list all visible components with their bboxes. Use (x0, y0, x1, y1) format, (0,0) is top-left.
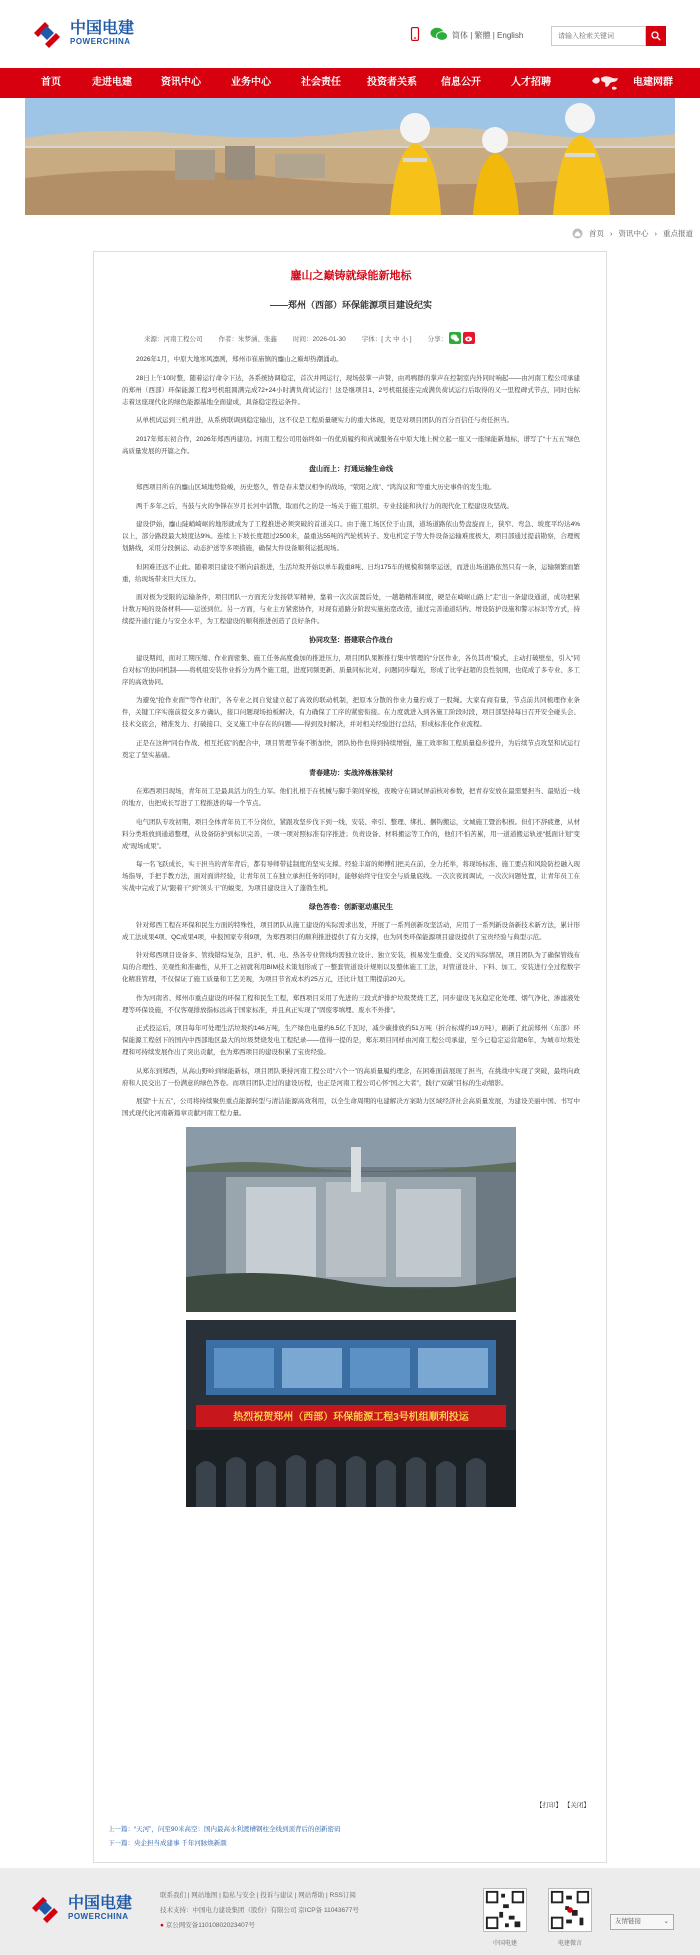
hero-banner (25, 98, 675, 215)
close-button[interactable]: 【关闭】 (563, 1802, 590, 1809)
prev-article-link[interactable]: 上一篇：“天河”，问至90米高空：国内最高水利渡槽钢柱全线到顶背后的创新密码 (108, 1826, 341, 1833)
powerchina-logo-icon (30, 18, 64, 48)
search-input[interactable] (551, 26, 646, 46)
home-icon (572, 228, 583, 239)
wechat-share-icon[interactable] (449, 332, 461, 344)
article-paragraph: 建设伊始，鏖山陡峭崎岖的地形就成为了工程推进必须突破的首道关口。由于施工场区位于山顶，道场道路依山势盘旋而上，狭窄、弯急、坡度平均达4%以上，部分路段最大坡度达9%。连续上下坡长度超过2500米，最重达55吨的汽轮机转子、发电机定子等大件设备运输难度极大，项目部通过提前勘察，合理规划路线，采用分段倒运、动态护送等多项措施，确保大件设备顺利运抵现场。 (122, 521, 580, 552)
section-heading: 青春建功：实战淬炼栋梁材 (309, 770, 393, 777)
qr1-label: 中国电建 (492, 1941, 517, 1947)
footer-links[interactable]: 联系我们 | 网站地图 | 隐私与安全 | 投诉与建议 | 网站帮助 | RSS订阅 (160, 1892, 356, 1899)
article-title: 鏖山之巅铸就绿能新地标 (290, 270, 412, 282)
article-paragraph: 正式投运后，项目每年可处理生活垃圾约146万吨，生产绿色电量约6.5亿千瓦时，减少碳排放约51万吨（折合标煤约19万吨），刷新了此前郑州（东部）环保能源工程创下的国内中西部地区最大的垃圾焚烧发电工程纪录——值得一提的是，郑东项目同样由河南工程公司承建，至今已稳定运营超6年，为城市垃圾处理和可持续发展作出了突出贡献，也为郑西项目的建设积累了宝贵经验。 (122, 1025, 580, 1056)
article-paragraph: 为避免“抢作业面”“等作业面”，各专业之间自觉建立起了高效的联动机制，把原本分散的作业力量拧成了一股绳。大家有商有量，节点前共同梳理作业条件，关键工序实施前提交多方确认，接口问题现场拍板解决，有力确保了工序的紧密衔接。在力度就进入到各施工阶段时段，项目部坚持每日召开安全碰头会、技术交底会，精准发力、打破接口、交叉施工中存在的问题——得到及时解决，并对相关经验进行总结，形成标准化作业流程。 (122, 697, 580, 728)
article-paragraph: 在郑西项目现场，青年员工是最具活力的生力军。他们扎根于在机械与脚手架间穿梭，夜晚守在调试屏前核对参数，把青春安放在最需要担当、最贴近一线的地方，也把成长写进了工程推进的每一个节点。 (122, 788, 580, 807)
meta-share: 分享： (427, 335, 448, 343)
main-nav (0, 68, 700, 98)
qr2-label: 电建微言 (557, 1941, 582, 1947)
article-paragraph: 2017年郑东初合作，2026年郑西再建功。河南工程公司用始终如一的优质履约和真诚服务在中原大地上树立起一座又一座绿能新地标，谱写了“十五五”绿色高质量发展的开篇之作。 (122, 435, 580, 455)
search-button[interactable] (646, 26, 666, 46)
article-body (122, 354, 580, 1515)
search-icon (651, 31, 661, 41)
power-plant-aerial-image (186, 1127, 516, 1312)
language-switch[interactable]: 简体 | 繁體 | English (452, 31, 524, 40)
chevron-down-icon: ⌄ (663, 1918, 669, 1925)
article-paragraph: 从郑东到郑西，从高山野岭到绿能新标，项目团队秉持河南工程公司“六个一”的高质量履约理念，在困难面前展现了担当，在挑战中实现了突破，最终向政府和人民交出了一份满意的绿色答卷。而项目团队走过的建设历程，也正是河南工程公司心怀“国之大者”，践行“双碳”目标的生动缩影。 (122, 1067, 580, 1087)
article-container (93, 251, 607, 1863)
article-paragraph: 电气团队专攻初期，项目全体青年员工不分岗位，紧跟攻坚步伐下到一线，安装、牵引、整理、绑扎、捆钩搬运，文城施工暨治积极。但们不辞疲惫，从材料分类堆放到通道整理，从设备防护到标识完善，一项一项对照标准有序推进；负责设备、材料搬运等工作的，他们不怕苦累，用一道道搬运轨迹“抵面计划”变成“现场成果”。 (122, 818, 580, 850)
wechat-icon[interactable] (430, 27, 448, 41)
print-links (536, 1800, 590, 1809)
friend-links-select[interactable]: 友情链接 ⌄ (610, 1914, 674, 1930)
brand-cn: 中国电建 (70, 19, 135, 37)
nav-item-network[interactable]: 电建网群 (633, 77, 673, 88)
article-paragraph: 正是在这种“同台作战、相互托底”的配合中，项目管理节奏不断加快，团队协作也得到持续增强，施工效率和工程质量稳步提升，为后续节点攻坚和试运行奠定了坚实基础。 (122, 739, 580, 759)
weibo-share-icon[interactable] (463, 332, 475, 344)
footer-brand-en: POWERCHINA (68, 1911, 129, 1921)
control-room-celebration-image (186, 1320, 516, 1507)
nav-item-investors[interactable]: 投资者关系 (367, 77, 417, 88)
section-heading: 盘山而上：打通运输生命线 (309, 466, 393, 473)
police-badge-icon: ● (160, 1922, 164, 1929)
footer (0, 1868, 700, 1955)
article-paragraph: 两千多年之后，当鼓与火的争锋在岁月长河中消散，取而代之的是一场关于施工组织、专业技能和执行力的现代化工程建设攻坚战。 (136, 502, 513, 510)
meta-source: 来源：河南工程公司 (144, 335, 203, 343)
top-header (0, 0, 700, 68)
article-paragraph: 28日上午10时整，随着运行命令下达，各系统协调稳定，首次并网运行，现场鼓掌一声赞，由鸡鸭群的掌声在控制室内外同时响起——由河南工程公司承建的郑州（西部）环保能源工程3号机组圆满完成72+24小时满负荷试运行！这是继项目1、2号机组接连完成满负荷试运行后取得的又一里程碑式节点，同时也标志着这座现代化的绿色能源基地全面建成，具备稳定投运条件。 (122, 374, 580, 406)
section-heading: 绿色答卷：创新驱动惠民生 (309, 903, 393, 911)
article-paragraph: 建设期间，面对工期压缩、作业面密集、施工任务高度叠加的推进压力，项目团队果断推行集中管理的“分区作业，各负其责”模式，主动打破壁垒，引入“同台对标”的协同机制——将机组安装作业拆分为两个施工组，进度同频更新、质量同标比对，问题同步曝光，形成了比学赶超的良性氛围，也促成了多专业、多工序的高效协同。 (122, 654, 580, 686)
breadcrumb-separator-icon: › (610, 229, 613, 238)
footer-text (160, 1888, 359, 1933)
breadcrumb-separator-icon: › (654, 229, 657, 238)
nav-item-disclosure[interactable]: 信息公开 (441, 77, 481, 88)
qr-code-icon (548, 1888, 592, 1932)
print-button[interactable]: 【打印】 (536, 1802, 562, 1809)
meta-font-size[interactable]: 字体：[ 大 中 小 ] (361, 335, 412, 343)
section-heading: 协同攻坚：搭建联合作战台 (309, 636, 393, 644)
article-paragraph: 针对郑西项目设备多、管线错综复杂，且护、机、电、热各专业管线均需独立设计、独立安装，极易发生重叠、交叉的实际情况，项目团队为了确保管线布局的合理性、美观性和准确性，从开工之初就利用BIM技术策划形成了一整套管道设计规则以及整体施工工法，对管道设计、下料、加工、安装进行全过程数字化精准管理，不仅保证了施工质量和工艺美观，为项目节省成本约25万元，还比计划工期提前20天。 (122, 952, 580, 983)
footer-police: ● 京公网安备11010802023407号 (160, 1922, 255, 1929)
footer-copyright: 技术支持：中国电力建设集团（股份）有限公司 京ICP备 11043677号 (160, 1907, 359, 1914)
next-article-link[interactable]: 下一篇：央企担当成建事 千年河脉焕新颜 (108, 1840, 227, 1847)
article-photo-control-room (186, 1320, 516, 1507)
article-meta (144, 332, 574, 344)
article-paragraph: 作为河南省、郑州市重点建设的环保工程和民生工程，郑西项目采用了先进的三段式炉排炉垃圾焚烧工艺，同步建设飞灰稳定化处理、烟气净化、渗滤液处理等环保设施，不仅客观排放指标远高于国家标准，并且真正实现了“固废零填埋、废水不外排”。 (122, 994, 580, 1014)
article-paragraph: 郑西项目所在的鏖山区域地势险峻，历史悠久，曾是春末楚汉相争的战场，“荥阳之战”、“鸿沟议和”等重大历史事件的发生地。 (136, 484, 496, 491)
article-subtitle: ——郑州（西部）环保能源项目建设纪实 (269, 300, 432, 310)
site-logo[interactable] (30, 18, 134, 48)
meta-time: 时间：2026-01-30 (293, 335, 346, 343)
footer-logo[interactable] (28, 1893, 132, 1923)
prev-next-links (108, 1823, 341, 1851)
article-paragraph: 展望“十五五”，公司将持续聚焦重点能源转型与清洁能源高效利用，以全生命周期的电建解决方案助力区域经济社会高质量发展，为建设美丽中国、书写中国式现代化河南新篇章贡献河南工程力量。 (122, 1098, 580, 1117)
world-map-icon (590, 74, 620, 92)
article-paragraph: 但困难还远不止此。随着项目建设不断向前推进，生活垃圾开始以单车载重8吨、日均175车的规模和频率运送，而进出场道路依然只有一条，运输频繁而繁重，给现场带来巨大压力。 (122, 563, 580, 583)
article-paragraph: 面对极为受限的运输条件，项目团队一方面充分发扬铁军精神，靠着一次次前置后处，一趟趟精准调度，硬是在崎岖山路上“走”出一条建设通道，成功把累计数万吨的设备材料——运送到位。另一方面，与业主方紧密协作，对现有道路分阶段实施拓宽改造，通过完善通道结构、增设防护设施和警示标识等方式，持续提升通行能力与安全水平，为工程建设的顺利推进创造了良好条件。 (122, 594, 580, 625)
breadcrumb-current[interactable]: 重点报道 (663, 229, 693, 238)
svg-text:热烈祝贺郑州（西部）环保能源工程3号机组顺利投运: 热烈祝贺郑州（西部）环保能源工程3号机组顺利投运 (233, 1411, 469, 1423)
breadcrumb (572, 228, 693, 239)
breadcrumb-home[interactable]: 首页 (589, 229, 604, 238)
nav-item-home[interactable]: 首页 (41, 77, 61, 88)
mobile-icon[interactable] (410, 27, 420, 41)
article-paragraph: 从单机试运到三机并进，从系统联调到稳定输出，这不仅是工程质量硬实力的重大体现，更是对项目团队的百分百信任与责任担当。 (136, 417, 513, 424)
nav-item-about[interactable]: 走进电建 (92, 77, 132, 88)
qr-code-icon (483, 1888, 527, 1932)
meta-author: 作者：朱梦涵、张鑫 (218, 335, 277, 343)
nav-item-news[interactable]: 资讯中心 (161, 77, 201, 88)
footer-brand-cn: 中国电建 (68, 1894, 133, 1912)
article-photo-aerial (186, 1127, 516, 1312)
brand-en: POWERCHINA (70, 36, 131, 46)
article-paragraph: 针对郑西工程在环保和民生方面的特殊性，项目团队从施工建设的实际需求出发，开展了一系列创新攻坚活动，应用了一系列新设备新技术新方法，累计形成工法成果4项、QC成果4项，申报国家专利9项，为郑西项目的顺利推进提供了有力支撑，也为同类环保能源项目建设提供了宝贵经验与典型示范。 (122, 921, 580, 941)
powerchina-logo-icon (28, 1893, 62, 1923)
breadcrumb-news[interactable]: 资讯中心 (618, 229, 649, 238)
article-paragraph: 2026年1月，中原大地寒风凛冽，郑州市崔庙镇的鏖山之巅却热潮涌动。 (136, 356, 343, 363)
nav-item-business[interactable]: 业务中心 (231, 77, 271, 88)
nav-item-responsibility[interactable]: 社会责任 (301, 77, 341, 88)
nav-item-careers[interactable]: 人才招聘 (511, 77, 551, 88)
banner-construction-workers-image (25, 98, 675, 215)
article-paragraph: 每一名飞跃成长，实干担当的青年背后，都有导师带徒制度的坚实支撑。经验丰富的师傅们把关在前，全力托举，将现场标准、施工要点和风险防控融入现场指导，手把手教方法，面对面讲经验，让青年员工在独立承担任务的同时，能够始终守住安全与质量底线。一次次夜间调试，一次次问题处置，让青年员工在实战中完成了从“跟着干”到“领头干”的蜕变，为项目建设注入了蓬勃生机。 (122, 861, 580, 892)
